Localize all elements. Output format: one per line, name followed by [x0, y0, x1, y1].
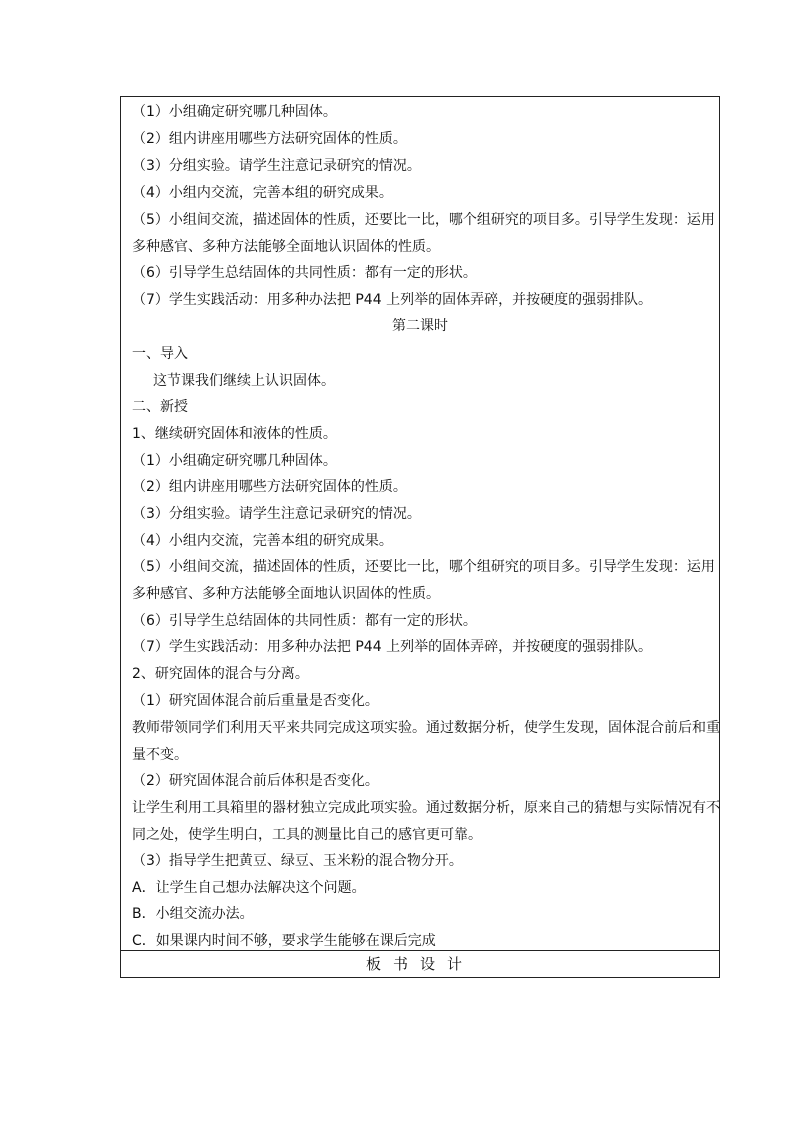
text-line: （2）组内讲座用哪些方法研究固体的性质。 — [132, 131, 407, 147]
lesson-content — [121, 97, 719, 950]
text-line: C．如果课内时间不够，要求学生能够在课后完成 — [132, 933, 436, 949]
text-line: （2）研究固体混合前后体积是否变化。 — [132, 773, 379, 789]
text-line: （6）引导学生总结固体的共同性质：都有一定的形状。 — [132, 265, 477, 281]
text-line: （1）小组确定研究哪几种固体。 — [132, 104, 337, 120]
text-line: （7）学生实践活动：用多种办法把 P44 上列举的固体弄碎，并按硬度的强弱排队。 — [132, 639, 653, 655]
text-line: 多种感官、多种方法能够全面地认识固体的性质。 — [132, 586, 440, 602]
text-line: 2、研究固体的混合与分离。 — [132, 666, 309, 682]
heading-intro: 一、导入 — [132, 346, 188, 362]
text-line: （2）组内讲座用哪些方法研究固体的性质。 — [132, 479, 407, 495]
text-line: （1）小组确定研究哪几种固体。 — [132, 453, 337, 469]
text-line: 多种感官、多种方法能够全面地认识固体的性质。 — [132, 239, 440, 255]
text-line: B．小组交流办法。 — [132, 906, 254, 922]
lesson-table — [120, 96, 720, 978]
text-line: A．让学生自己想办法解决这个问题。 — [132, 880, 366, 896]
text-line: （7）学生实践活动：用多种办法把 P44 上列举的固体弄碎，并按硬度的强弱排队。 — [132, 292, 653, 308]
text-line: （4）小组内交流，完善本组的研究成果。 — [132, 533, 393, 549]
text-line: 量不变。 — [132, 747, 188, 763]
heading-new: 二、新授 — [132, 399, 188, 415]
text-line: （3）分组实验。请学生注意记录研究的情况。 — [132, 506, 421, 522]
text-line: （5）小组间交流，描述固体的性质，还要比一比，哪个组研究的项目多。引导学生发现：运用 — [132, 212, 715, 228]
text-line: （3）分组实验。请学生注意记录研究的情况。 — [132, 158, 421, 174]
text-line: （5）小组间交流，描述固体的性质，还要比一比，哪个组研究的项目多。引导学生发现：运用 — [132, 559, 715, 575]
text-line: 让学生利用工具箱里的器材独立完成此项实验。通过数据分析，原来自己的猜想与实际情况有不 — [132, 800, 720, 816]
board-design-heading: 板书设计 — [365, 955, 474, 973]
text-line: 1、继续研究固体和液体的性质。 — [132, 426, 337, 442]
section-title: 第二课时 — [392, 318, 448, 334]
text-line: （6）引导学生总结固体的共同性质：都有一定的形状。 — [132, 613, 477, 629]
text-line: （4）小组内交流，完善本组的研究成果。 — [132, 185, 393, 201]
text-line: 同之处，使学生明白，工具的测量比自己的感官更可靠。 — [132, 827, 482, 843]
text-line: 教师带领同学们利用天平来共同完成这项实验。通过数据分析，使学生发现，固体混合前后和重 — [132, 720, 720, 736]
text-line: （3）指导学生把黄豆、绿豆、玉米粉的混合物分开。 — [132, 853, 463, 869]
text-line: 这节课我们继续上认识固体。 — [153, 373, 335, 389]
text-line: （1）研究固体混合前后重量是否变化。 — [132, 693, 379, 709]
